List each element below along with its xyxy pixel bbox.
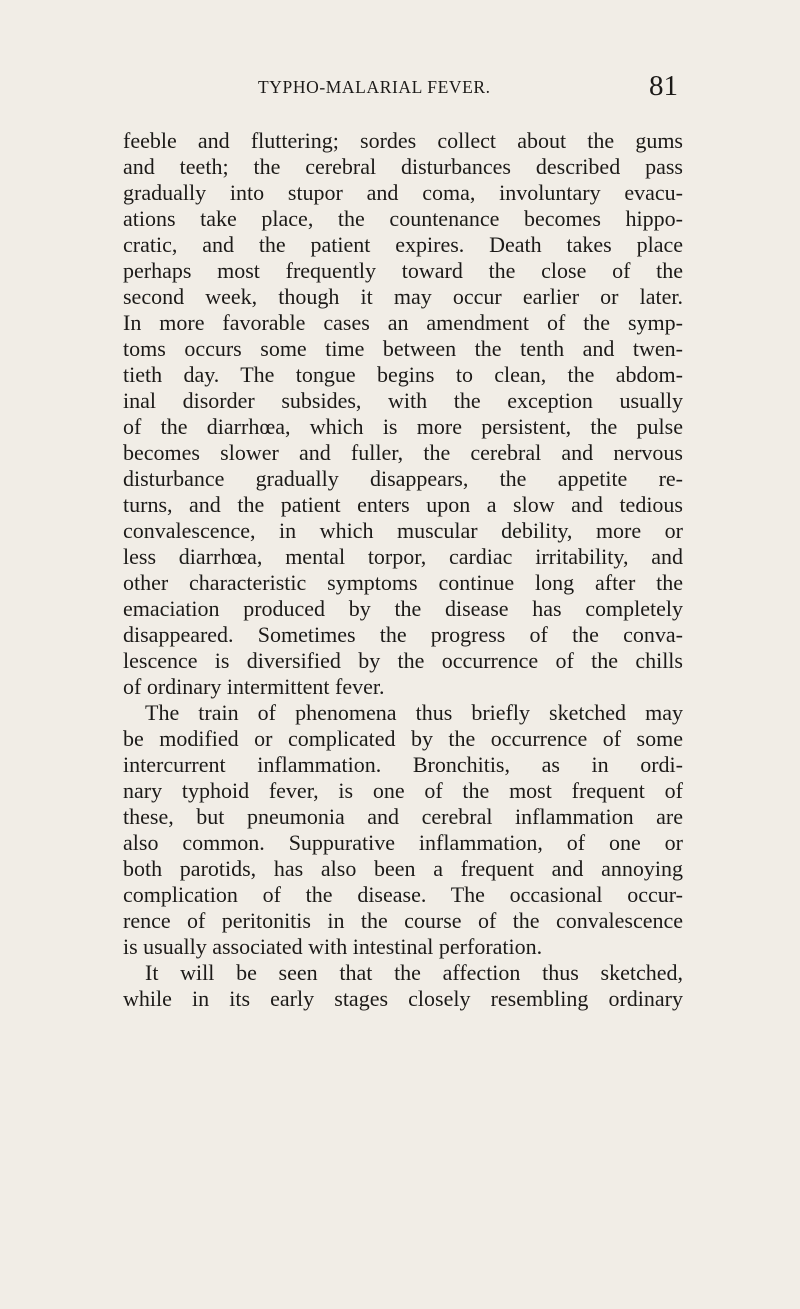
text-line: these, but pneumonia and cerebral inflammation are <box>123 804 683 829</box>
text-line: of ordinary intermittent fever. <box>123 674 385 699</box>
text-line: nary typhoid fever, is one of the most frequent of <box>123 778 683 803</box>
text-line: disturbance gradually disappears, the appetite re- <box>123 466 683 491</box>
text-line: cratic, and the patient expires. Death takes place <box>123 232 683 257</box>
text-line: be modified or complicated by the occurrence of some <box>123 726 683 751</box>
text-line: gradually into stupor and coma, involuntary evacu- <box>123 180 683 205</box>
text-line: ations take place, the countenance becomes hippo- <box>123 206 683 231</box>
text-line: while in its early stages closely resembling ordinary <box>123 986 683 1011</box>
text-line: rence of peritonitis in the course of the convalescence <box>123 908 683 933</box>
paragraph <box>123 128 683 700</box>
body-text <box>123 128 683 1012</box>
text-line: inal disorder subsides, with the exception usually <box>123 388 683 413</box>
text-line: turns, and the patient enters upon a slow and tedious <box>123 492 683 517</box>
text-line: second week, though it may occur earlier or later. <box>123 284 683 309</box>
text-line: also common. Suppurative inflammation, of one or <box>123 830 683 855</box>
text-line: It will be seen that the affection thus sketched, <box>145 960 683 985</box>
text-line: The train of phenomena thus briefly sketched may <box>145 700 683 725</box>
text-line: and teeth; the cerebral disturbances described pass <box>123 154 683 179</box>
running-title: TYPHO-MALARIAL FEVER. <box>258 77 491 97</box>
text-line: toms occurs some time between the tenth and twen- <box>123 336 683 361</box>
page-number: 81 <box>649 70 678 102</box>
text-line: of the diarrhœa, which is more persistent, the pulse <box>123 414 683 439</box>
text-line: In more favorable cases an amendment of the symp- <box>123 310 683 335</box>
text-line: emaciation produced by the disease has completely <box>123 596 683 621</box>
text-line: both parotids, has also been a frequent and annoying <box>123 856 683 881</box>
text-line: is usually associated with intestinal perforation. <box>123 934 543 959</box>
paragraph <box>123 700 683 960</box>
text-line: other characteristic symptoms continue long after the <box>123 570 683 595</box>
text-line: convalescence, in which muscular debility, more or <box>123 518 683 543</box>
text-line: less diarrhœa, mental torpor, cardiac irritability, and <box>123 544 683 569</box>
text-line: perhaps most frequently toward the close of the <box>123 258 683 283</box>
text-line: disappeared. Sometimes the progress of the conva- <box>123 622 683 647</box>
running-head <box>258 70 678 104</box>
text-line: complication of the disease. The occasional occur- <box>123 882 683 907</box>
text-line: intercurrent inflammation. Bronchitis, as in ordi- <box>123 752 683 777</box>
paragraph <box>123 960 683 1012</box>
text-line: becomes slower and fuller, the cerebral and nervous <box>123 440 683 465</box>
text-line: feeble and fluttering; sordes collect about the gums <box>123 128 683 153</box>
text-line: tieth day. The tongue begins to clean, the abdom- <box>123 362 683 387</box>
text-line: lescence is diversified by the occurrence of the chills <box>123 648 683 673</box>
